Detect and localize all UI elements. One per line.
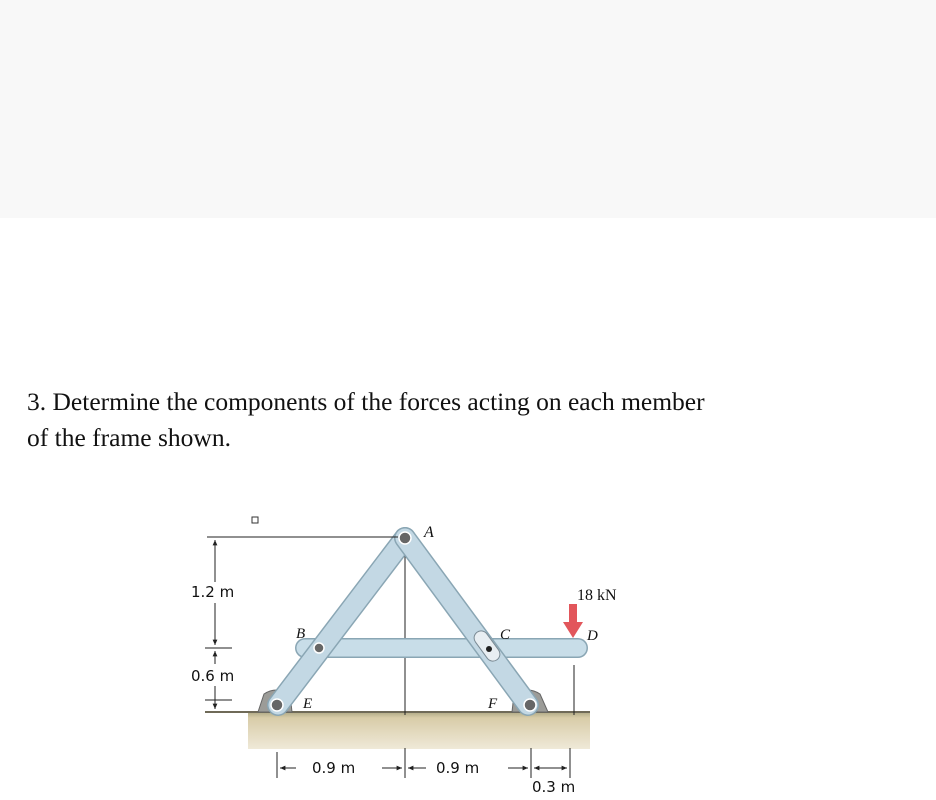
label-f: F xyxy=(488,696,498,712)
load-arrow-icon xyxy=(563,604,583,638)
load-label: 18 kN xyxy=(577,587,617,604)
dim-height-upper: 1.2 m xyxy=(191,583,235,601)
problem-line-1: 3. Determine the components of the forces acting on each member xyxy=(27,387,705,416)
dim-span-right: 0.9 m xyxy=(436,759,480,777)
member-ae xyxy=(278,538,405,705)
dim-overhang: 0.3 m xyxy=(532,778,576,796)
pin-a xyxy=(399,532,411,544)
square-marker-icon xyxy=(252,517,258,523)
ground xyxy=(248,711,590,749)
dim-span-left: 0.9 m xyxy=(312,759,356,777)
dim-height-lower: 0.6 m xyxy=(191,667,235,685)
pin-f xyxy=(524,699,536,711)
pin-e xyxy=(271,699,283,711)
label-c: C xyxy=(500,627,511,643)
frame-figure xyxy=(150,500,670,800)
label-a: A xyxy=(424,524,434,541)
label-d: D xyxy=(587,628,598,644)
problem-statement xyxy=(27,384,847,456)
problem-line-2: of the frame shown. xyxy=(27,423,231,452)
pin-b xyxy=(314,643,324,653)
frame-diagram xyxy=(150,500,670,800)
label-b: B xyxy=(296,626,306,642)
label-e: E xyxy=(303,696,313,712)
member-acf xyxy=(405,538,528,705)
top-blank-band xyxy=(0,0,936,218)
